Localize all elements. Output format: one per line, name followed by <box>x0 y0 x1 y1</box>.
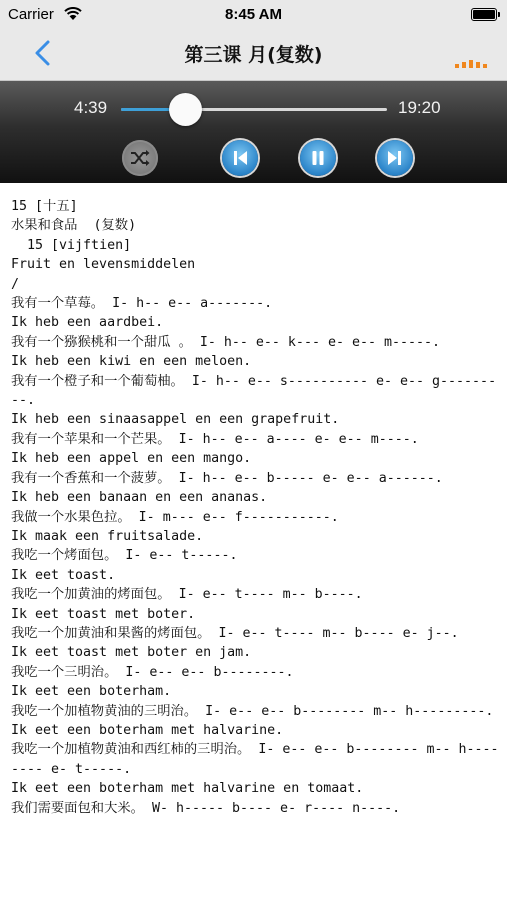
lesson-line: Fruit en levensmiddelen <box>11 257 196 273</box>
page-title: 第三课 月(复数) <box>184 44 323 66</box>
lesson-line: Ik eet een boterham met halvarine en tomaat. <box>11 781 364 797</box>
lesson-line: Ik heb een appel en een mango. <box>11 451 252 467</box>
lesson-line: Ik eet toast. <box>11 567 116 583</box>
lesson-line: Ik heb een kiwi en een meloen. <box>11 354 252 370</box>
lesson-line: 我有一个猕猴桃和一个甜瓜 。 I- h-- e-- k--- e- e-- m-----. <box>11 334 441 350</box>
lesson-line: 我吃一个加黄油和果酱的烤面包。 I- e-- t---- m-- b---- e- j--. <box>11 625 459 641</box>
lesson-line: 我吃一个三明治。 I- e-- e-- b--------. <box>11 664 294 680</box>
shuffle-icon <box>122 140 158 176</box>
lesson-line: 我吃一个加黄油的烤面包。 I- e-- t---- m-- b----. <box>11 587 363 603</box>
lesson-line: 15 [vijftien] <box>11 237 132 253</box>
elapsed-time: 4:39 <box>74 98 108 117</box>
pause-button[interactable] <box>300 140 336 176</box>
lesson-line: Ik heb een banaan en een ananas. <box>11 490 268 506</box>
lesson-line: Ik eet een boterham met halvarine. <box>11 722 284 738</box>
lesson-line: 水果和食品 (复数) <box>11 218 137 234</box>
lesson-line: Ik heb een aardbei. <box>11 315 164 331</box>
status-time: 8:45 AM <box>225 6 282 23</box>
lesson-line: 我吃一个加植物黄油和西红柿的三明治。 I- e-- e-- b-------- m-- h-------- e- t-----. <box>11 742 499 777</box>
pause-icon <box>300 140 336 176</box>
battery-icon <box>471 8 497 21</box>
carrier-label: Carrier <box>8 6 54 23</box>
total-time: 19:20 <box>398 98 441 117</box>
lesson-line: Ik eet toast met boter en jam. <box>11 645 252 661</box>
lesson-line: 我们需要面包和大米。 W- h----- b---- e- r---- n----. <box>11 800 401 816</box>
lesson-line: 15 [十五] <box>11 199 78 214</box>
lesson-line: / <box>11 276 20 292</box>
audio-level-icon[interactable] <box>455 56 487 68</box>
lesson-line: 我做一个水果色拉。 I- m--- e-- f-----------. <box>11 509 339 525</box>
lesson-line: Ik eet toast met boter. <box>11 606 196 622</box>
lesson-line: Ik eet een boterham. <box>11 684 172 700</box>
progress-slider[interactable] <box>121 108 387 111</box>
audio-player <box>0 81 507 183</box>
status-bar <box>0 0 507 28</box>
lesson-line: 我吃一个加植物黄油的三明治。 I- e-- e-- b-------- m-- h---------. <box>11 703 494 719</box>
progress-thumb[interactable] <box>169 93 202 126</box>
lesson-line: 我有一个香蕉和一个菠萝。 I- h-- e-- b----- e- e-- a------. <box>11 470 443 486</box>
previous-icon <box>222 140 258 176</box>
lesson-line: 我有一个苹果和一个芒果。 I- h-- e-- a---- e- e-- m----. <box>11 431 419 447</box>
next-icon <box>377 140 413 176</box>
lesson-line: 我吃一个烤面包。 I- e-- t-----. <box>11 548 238 564</box>
lesson-text <box>0 184 507 900</box>
lesson-line: 我有一个橙子和一个葡萄柚。 I- h-- e-- s---------- e- e-- g---------. <box>11 373 497 409</box>
nav-bar <box>0 28 507 81</box>
shuffle-button[interactable] <box>122 140 158 176</box>
lesson-line: Ik maak een fruitsalade. <box>11 528 204 544</box>
lesson-line: 我有一个草莓。 I- h-- e-- a-------. <box>11 296 273 312</box>
lesson-line: Ik heb een sinaasappel en een grapefruit. <box>11 412 340 428</box>
previous-button[interactable] <box>222 140 258 176</box>
next-button[interactable] <box>377 140 413 176</box>
